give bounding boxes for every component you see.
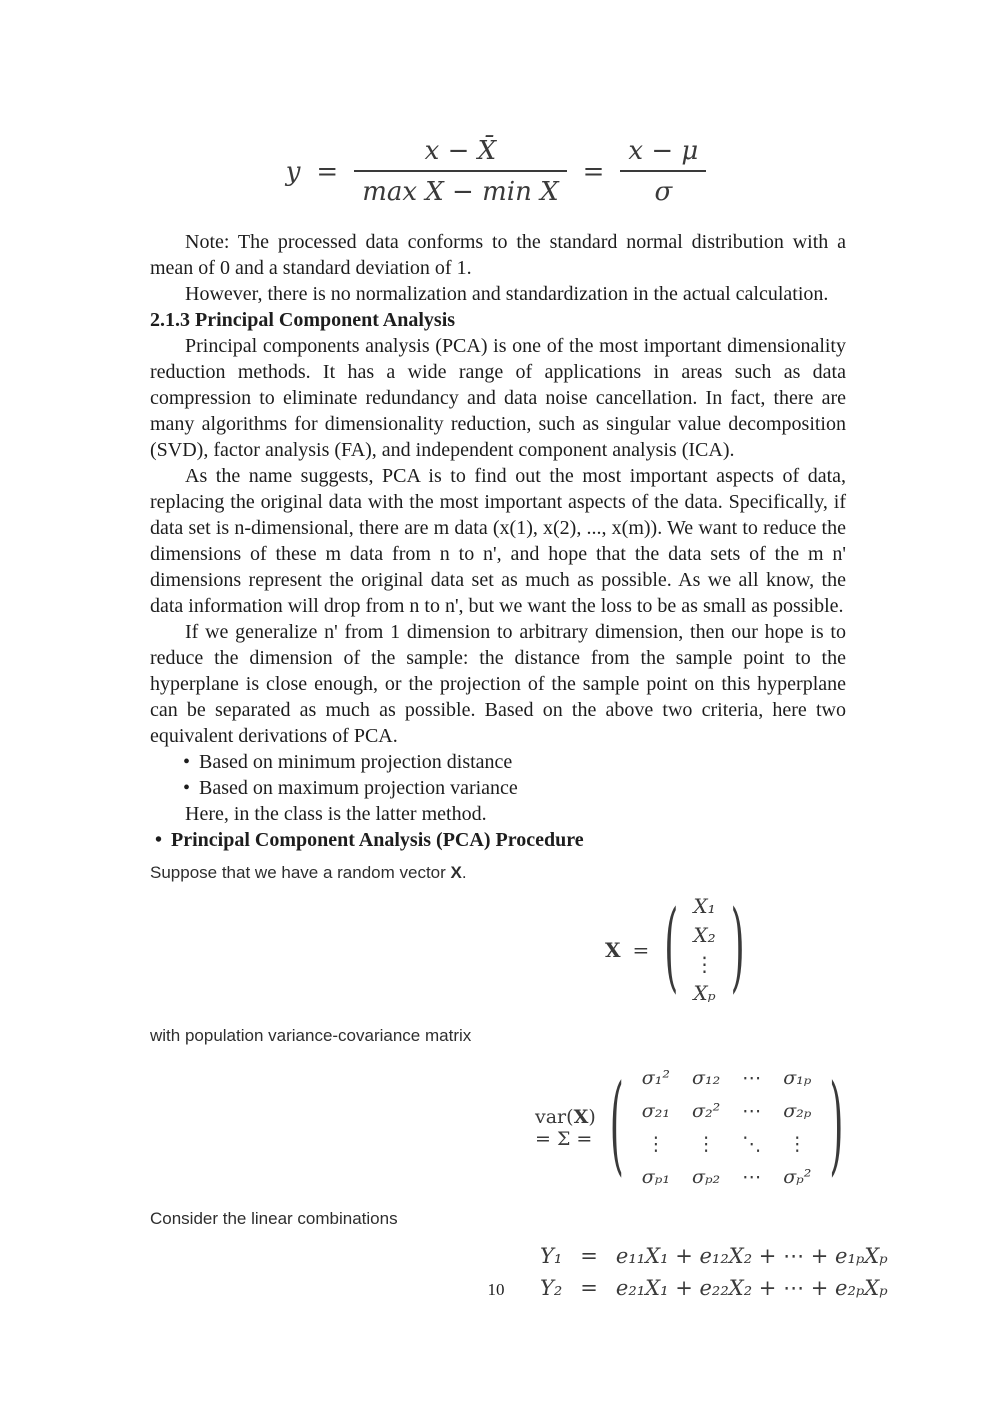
random-vector-symbol: X (450, 863, 462, 882)
suppose-suffix: . (461, 863, 467, 882)
matrix-cell: σₚ² (783, 1166, 812, 1188)
equation-rhs: e₂₁X₁ + e₂₂X₂ + ⋯ + e₂ₚXₚ (615, 1276, 888, 1300)
equals-sign: = (580, 1244, 598, 1268)
bullet-min-projection-distance (150, 749, 846, 775)
x-vector-formula (605, 890, 846, 1009)
equation-rhs: e₁₁X₁ + e₁₂X₂ + ⋯ + e₁ₚXₚ (615, 1244, 888, 1268)
paragraph-generalize: If we generalize n' from 1 dimension to arbitrary dimension, then our hope is to reduce the dimension of the sample: the distance from the sample point to the hyperplane is close enough, or the projection of the sample point on this hyperplane can be separated as much as possible. Based on the above two criteria, here two equivalent derivations of PCA. (150, 621, 846, 747)
fraction-minmax (354, 136, 566, 207)
matrix-cell: σ₂₁ (641, 1100, 670, 1122)
left-paren: ( (664, 892, 679, 1004)
x-vector-lhs: X (605, 937, 621, 962)
var-func: var( (535, 1105, 574, 1128)
pca-procedure-heading-text: Principal Component Analysis (PCA) Procedure (171, 829, 584, 851)
fraction-zscore (620, 136, 706, 207)
section-heading: 2.1.3 Principal Component Analysis (150, 309, 456, 331)
vertical-dots: ⋮ (787, 1133, 807, 1155)
suppose-line (150, 862, 846, 884)
covariance-matrix-formula (535, 1063, 846, 1192)
equals-sign: = (632, 937, 650, 962)
however-paragraph: However, there is no normalization and standardization in the actual calculation. (185, 283, 829, 305)
horizontal-dots: ⋯ (742, 1166, 762, 1188)
right-paren: ) (829, 1064, 844, 1188)
paragraph-pca-intro: Principal components analysis (PCA) is one of the most important dimensionality reduction methods. It has a wide range of applications in areas such as data compression to eliminate redundancy and data noise cancellation. In fact, there are many algorithms for dimensionality reduction, such as singular value decomposition (SVD), factor analysis (FA), and independent component analysis (ICA). (150, 335, 846, 461)
matrix-cell: σ₂ₚ (783, 1100, 812, 1122)
vector-entry: Xₚ (693, 981, 716, 1005)
vertical-dots: ⋮ (694, 952, 715, 976)
fraction-numerator: x − μ (628, 136, 699, 166)
horizontal-dots: ⋯ (742, 1067, 762, 1089)
equation-lhs: Y₁ (540, 1244, 563, 1268)
consider-line: Consider the linear combinations (150, 1209, 398, 1228)
bullet-text: Based on minimum projection distance (199, 751, 513, 773)
equals-sign: = (582, 156, 605, 187)
equals-sign: = (580, 1276, 598, 1300)
vector-entry: X₂ (693, 923, 716, 947)
fraction-numerator: x − X̄ (424, 136, 497, 166)
horizontal-dots: ⋯ (742, 1100, 762, 1122)
matrix-cell: σₚ₁ (641, 1166, 670, 1188)
with-covariance-line: with population variance-covariance matrix (150, 1026, 472, 1045)
here-paragraph: Here, in the class is the latter method. (185, 803, 487, 825)
vector-entry: X₁ (693, 894, 716, 918)
x-vector-entries (691, 890, 717, 1009)
covariance-matrix-entries (638, 1063, 816, 1192)
vertical-dots: ⋮ (646, 1133, 666, 1155)
formula-lhs: y (285, 156, 301, 187)
pca-procedure-heading (150, 827, 846, 853)
bullet-icon: • (183, 751, 191, 773)
equation-lhs: Y₂ (540, 1276, 563, 1300)
fraction-denominator: max X − min X (354, 170, 566, 207)
bullet-max-projection-variance (150, 775, 846, 801)
paragraph-as-name-suggests: As the name suggests, PCA is to find out the most important aspects of data, replacing the original data with the most important aspects of the data. Specifically, if data set is n-dimensional, there are m data (x(1), x(2), ..., x(m)). We want to reduce the dimensions of these m data from n to n', and hope that the data sets of the m n' dimensions represent the original data set as much as possible. As we all know, the data information will drop from n to n', but we want the loss to be as small as possible. (150, 465, 846, 617)
left-paren: ( (609, 1064, 624, 1188)
matrix-cell: σₚ₂ (691, 1166, 721, 1188)
note-paragraph: Note: The processed data conforms to the standard normal distribution with a mean of 0 and a standard deviation of 1. (150, 231, 846, 279)
bullet-icon: • (183, 777, 191, 799)
bullet-text: Based on maximum projection variance (199, 777, 518, 799)
equals-sign: = (316, 156, 339, 187)
right-paren: ) (730, 892, 745, 1004)
normalization-formula (0, 136, 992, 207)
var-rest: ) = Σ = (535, 1105, 596, 1150)
matrix-cell: σ₂² (691, 1100, 721, 1122)
diagonal-dots: ⋱ (742, 1133, 762, 1155)
matrix-cell: σ₁ₚ (783, 1067, 812, 1089)
var-x: X (573, 1105, 589, 1128)
vertical-dots: ⋮ (696, 1133, 716, 1155)
document-body (150, 229, 888, 1300)
matrix-cell: σ₁² (641, 1067, 670, 1089)
bullet-icon: • (155, 829, 163, 851)
matrix-cell: σ₁₂ (691, 1067, 721, 1089)
var-lhs (535, 1106, 596, 1150)
suppose-prefix: Suppose that we have a random vector (150, 863, 451, 882)
fraction-denominator: σ (620, 170, 706, 207)
page-number: 10 (487, 1280, 505, 1299)
